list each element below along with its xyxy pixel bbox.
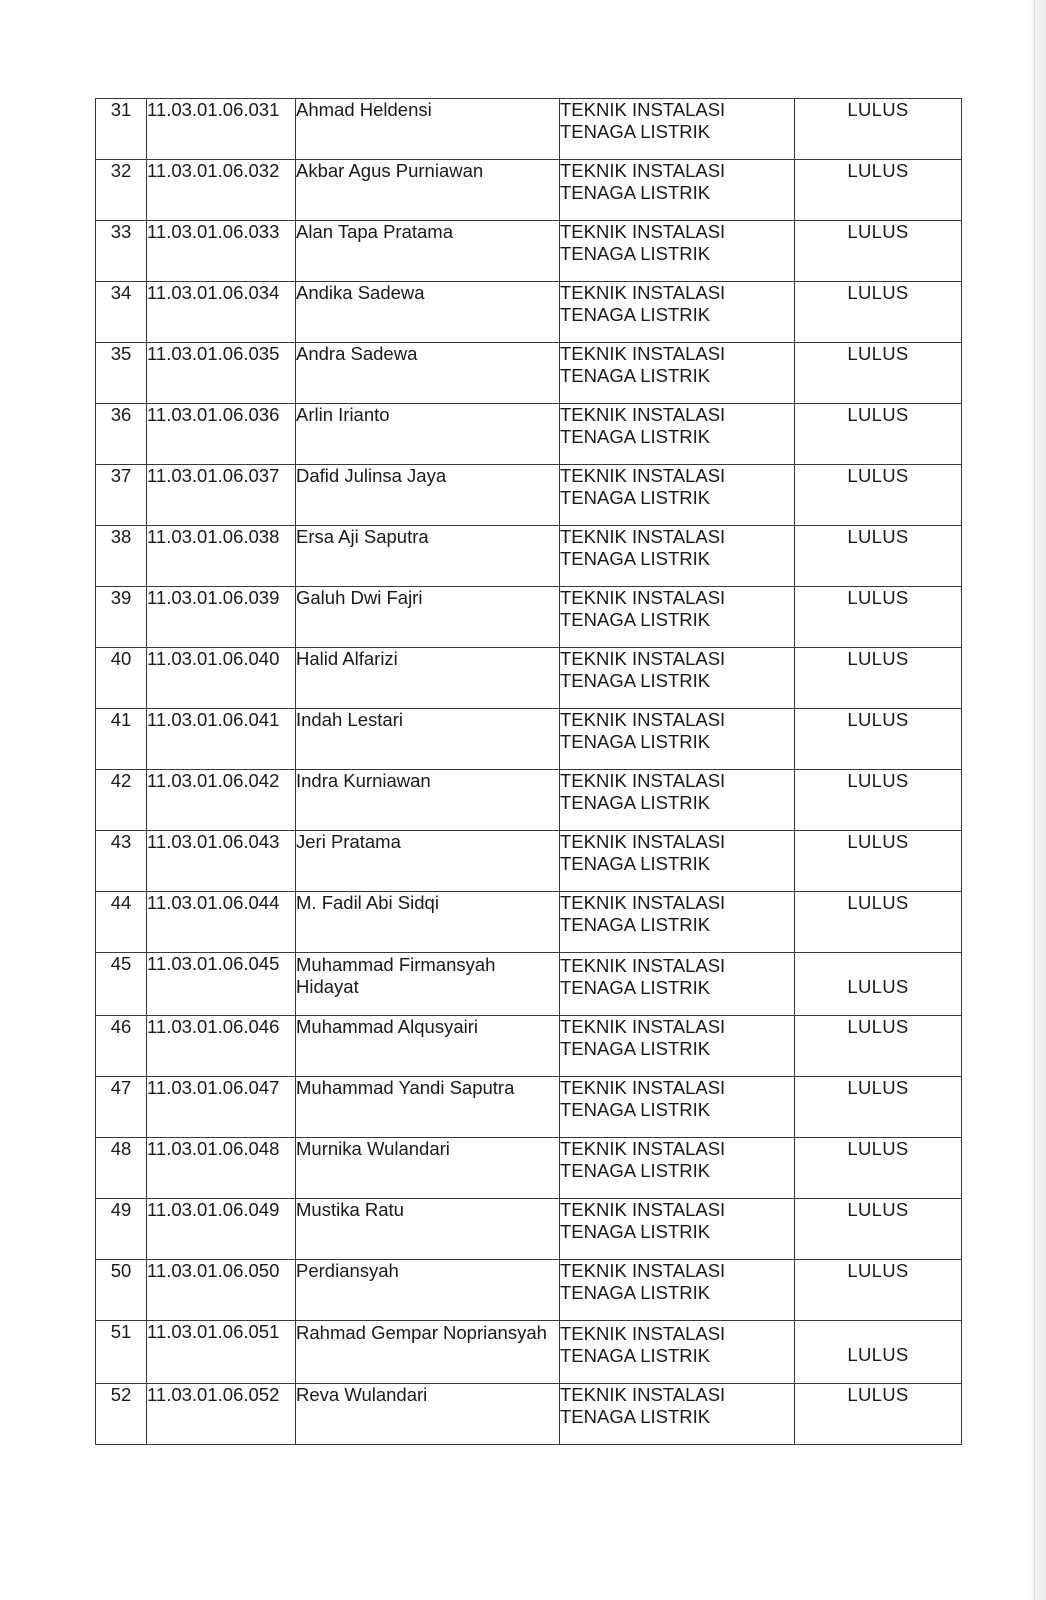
student-id-cell: 11.03.01.06.031 xyxy=(147,99,296,160)
student-name-cell: Arlin Irianto xyxy=(296,404,560,465)
program-cell xyxy=(560,1321,795,1384)
status-cell: LULUS xyxy=(795,99,962,160)
table-row xyxy=(96,404,962,465)
student-id-cell: 11.03.01.06.040 xyxy=(147,648,296,709)
program-cell xyxy=(560,587,795,648)
program-line-1: TEKNIK INSTALASI xyxy=(560,1138,726,1159)
program-line-2: TENAGA LISTRIK xyxy=(560,548,711,569)
program-line-2: TENAGA LISTRIK xyxy=(560,365,711,386)
status-cell: LULUS xyxy=(795,465,962,526)
status-cell: LULUS xyxy=(795,831,962,892)
status-cell: LULUS xyxy=(795,953,962,1016)
program-line-2: TENAGA LISTRIK xyxy=(560,731,711,752)
table-row xyxy=(96,99,962,160)
program-line-2: TENAGA LISTRIK xyxy=(560,1282,711,1303)
student-name-cell: Halid Alfarizi xyxy=(296,648,560,709)
program-cell xyxy=(560,404,795,465)
status-cell: LULUS xyxy=(795,160,962,221)
row-number-cell: 41 xyxy=(96,709,147,770)
row-number-cell: 43 xyxy=(96,831,147,892)
status-cell: LULUS xyxy=(795,587,962,648)
program-cell xyxy=(560,465,795,526)
student-id-cell: 11.03.01.06.039 xyxy=(147,587,296,648)
table-row xyxy=(96,770,962,831)
program-cell xyxy=(560,831,795,892)
status-cell: LULUS xyxy=(795,770,962,831)
program-line-2: TENAGA LISTRIK xyxy=(560,1221,711,1242)
table-row xyxy=(96,1260,962,1321)
program-line-2: TENAGA LISTRIK xyxy=(560,182,711,203)
table-row xyxy=(96,1199,962,1260)
student-id-cell: 11.03.01.06.032 xyxy=(147,160,296,221)
student-name-cell: M. Fadil Abi Sidqi xyxy=(296,892,560,953)
student-id-cell: 11.03.01.06.036 xyxy=(147,404,296,465)
student-id-cell: 11.03.01.06.033 xyxy=(147,221,296,282)
program-line-1: TEKNIK INSTALASI xyxy=(560,770,726,791)
program-line-2: TENAGA LISTRIK xyxy=(560,1160,711,1181)
program-line-1: TEKNIK INSTALASI xyxy=(560,1384,726,1405)
student-name-cell: Reva Wulandari xyxy=(296,1384,560,1445)
program-line-2: TENAGA LISTRIK xyxy=(560,304,711,325)
table-row xyxy=(96,282,962,343)
program-line-1: TEKNIK INSTALASI xyxy=(560,648,726,669)
student-name-cell: Akbar Agus Purniawan xyxy=(296,160,560,221)
status-cell: LULUS xyxy=(795,1384,962,1445)
student-name-cell: Rahmad Gempar Nopriansyah xyxy=(296,1321,560,1384)
program-cell xyxy=(560,770,795,831)
program-line-1: TEKNIK INSTALASI xyxy=(560,709,726,730)
row-number-cell: 36 xyxy=(96,404,147,465)
row-number-cell: 42 xyxy=(96,770,147,831)
program-line-2: TENAGA LISTRIK xyxy=(560,792,711,813)
row-number-cell: 39 xyxy=(96,587,147,648)
student-id-cell: 11.03.01.06.042 xyxy=(147,770,296,831)
student-name-cell: Indah Lestari xyxy=(296,709,560,770)
program-line-1: TEKNIK INSTALASI xyxy=(560,404,726,425)
table-row xyxy=(96,831,962,892)
student-name-cell: Dafid Julinsa Jaya xyxy=(296,465,560,526)
row-number-cell: 31 xyxy=(96,99,147,160)
program-cell xyxy=(560,1138,795,1199)
program-cell xyxy=(560,1384,795,1445)
graduation-table xyxy=(95,98,962,1445)
program-line-1: TEKNIK INSTALASI xyxy=(560,1016,726,1037)
student-name-cell: Indra Kurniawan xyxy=(296,770,560,831)
table-row xyxy=(96,160,962,221)
table-row xyxy=(96,526,962,587)
program-line-1: TEKNIK INSTALASI xyxy=(560,1323,726,1344)
program-cell xyxy=(560,1260,795,1321)
program-cell xyxy=(560,526,795,587)
program-line-2: TENAGA LISTRIK xyxy=(560,487,711,508)
row-number-cell: 49 xyxy=(96,1199,147,1260)
program-line-1: TEKNIK INSTALASI xyxy=(560,1260,726,1281)
program-line-2: TENAGA LISTRIK xyxy=(560,1406,711,1427)
student-id-cell: 11.03.01.06.045 xyxy=(147,953,296,1016)
student-id-cell: 11.03.01.06.049 xyxy=(147,1199,296,1260)
table-body xyxy=(96,99,962,1445)
program-cell xyxy=(560,1016,795,1077)
program-line-1: TEKNIK INSTALASI xyxy=(560,1077,726,1098)
student-id-cell: 11.03.01.06.048 xyxy=(147,1138,296,1199)
table-row xyxy=(96,1016,962,1077)
program-line-2: TENAGA LISTRIK xyxy=(560,1099,711,1120)
row-number-cell: 37 xyxy=(96,465,147,526)
table-row xyxy=(96,343,962,404)
program-cell xyxy=(560,892,795,953)
student-id-cell: 11.03.01.06.038 xyxy=(147,526,296,587)
table-row xyxy=(96,1321,962,1384)
row-number-cell: 51 xyxy=(96,1321,147,1384)
program-line-2: TENAGA LISTRIK xyxy=(560,121,711,142)
student-id-cell: 11.03.01.06.034 xyxy=(147,282,296,343)
table-row xyxy=(96,648,962,709)
program-cell xyxy=(560,709,795,770)
row-number-cell: 38 xyxy=(96,526,147,587)
row-number-cell: 34 xyxy=(96,282,147,343)
student-name-cell: Muhammad Alqusyairi xyxy=(296,1016,560,1077)
student-name-cell: Andra Sadewa xyxy=(296,343,560,404)
status-cell: LULUS xyxy=(795,709,962,770)
program-cell xyxy=(560,160,795,221)
program-line-2: TENAGA LISTRIK xyxy=(560,977,711,998)
program-line-1: TEKNIK INSTALASI xyxy=(560,1199,726,1220)
student-name-cell: Muhammad Yandi Saputra xyxy=(296,1077,560,1138)
student-name-cell: Mustika Ratu xyxy=(296,1199,560,1260)
program-line-1: TEKNIK INSTALASI xyxy=(560,526,726,547)
student-name-cell: Murnika Wulandari xyxy=(296,1138,560,1199)
program-line-1: TEKNIK INSTALASI xyxy=(560,955,726,976)
status-cell: LULUS xyxy=(795,1077,962,1138)
status-cell: LULUS xyxy=(795,648,962,709)
row-number-cell: 46 xyxy=(96,1016,147,1077)
program-line-2: TENAGA LISTRIK xyxy=(560,426,711,447)
student-id-cell: 11.03.01.06.035 xyxy=(147,343,296,404)
student-name-cell: Andika Sadewa xyxy=(296,282,560,343)
row-number-cell: 32 xyxy=(96,160,147,221)
student-id-cell: 11.03.01.06.043 xyxy=(147,831,296,892)
table-row xyxy=(96,709,962,770)
program-cell xyxy=(560,343,795,404)
table-row xyxy=(96,221,962,282)
program-line-1: TEKNIK INSTALASI xyxy=(560,160,726,181)
program-cell xyxy=(560,99,795,160)
row-number-cell: 44 xyxy=(96,892,147,953)
student-id-cell: 11.03.01.06.051 xyxy=(147,1321,296,1384)
student-id-cell: 11.03.01.06.047 xyxy=(147,1077,296,1138)
program-line-2: TENAGA LISTRIK xyxy=(560,243,711,264)
status-cell: LULUS xyxy=(795,1260,962,1321)
program-line-1: TEKNIK INSTALASI xyxy=(560,221,726,242)
student-name-cell: Galuh Dwi Fajri xyxy=(296,587,560,648)
program-cell xyxy=(560,648,795,709)
student-name-cell: Muhammad Firmansyah Hidayat xyxy=(296,953,560,1016)
program-cell xyxy=(560,953,795,1016)
status-cell: LULUS xyxy=(795,282,962,343)
student-name-cell: Ahmad Heldensi xyxy=(296,99,560,160)
program-line-2: TENAGA LISTRIK xyxy=(560,853,711,874)
student-id-cell: 11.03.01.06.050 xyxy=(147,1260,296,1321)
status-cell: LULUS xyxy=(795,343,962,404)
row-number-cell: 35 xyxy=(96,343,147,404)
student-name-cell: Perdiansyah xyxy=(296,1260,560,1321)
program-line-2: TENAGA LISTRIK xyxy=(560,609,711,630)
status-cell: LULUS xyxy=(795,892,962,953)
status-cell: LULUS xyxy=(795,221,962,282)
program-line-2: TENAGA LISTRIK xyxy=(560,1345,711,1366)
status-cell: LULUS xyxy=(795,526,962,587)
student-id-cell: 11.03.01.06.044 xyxy=(147,892,296,953)
table-row xyxy=(96,1138,962,1199)
program-cell xyxy=(560,1077,795,1138)
table-row xyxy=(96,1077,962,1138)
program-line-1: TEKNIK INSTALASI xyxy=(560,587,726,608)
program-line-1: TEKNIK INSTALASI xyxy=(560,99,726,120)
program-line-2: TENAGA LISTRIK xyxy=(560,1038,711,1059)
table-row xyxy=(96,1384,962,1445)
table-row xyxy=(96,953,962,1016)
program-line-2: TENAGA LISTRIK xyxy=(560,670,711,691)
student-name-cell: Ersa Aji Saputra xyxy=(296,526,560,587)
program-line-2: TENAGA LISTRIK xyxy=(560,914,711,935)
status-cell: LULUS xyxy=(795,404,962,465)
student-name-cell: Alan Tapa Pratama xyxy=(296,221,560,282)
status-cell: LULUS xyxy=(795,1138,962,1199)
student-id-cell: 11.03.01.06.037 xyxy=(147,465,296,526)
row-number-cell: 45 xyxy=(96,953,147,1016)
status-cell: LULUS xyxy=(795,1016,962,1077)
row-number-cell: 50 xyxy=(96,1260,147,1321)
student-name-cell: Jeri Pratama xyxy=(296,831,560,892)
scanned-page-edge xyxy=(1026,0,1046,1600)
row-number-cell: 48 xyxy=(96,1138,147,1199)
program-line-1: TEKNIK INSTALASI xyxy=(560,343,726,364)
program-line-1: TEKNIK INSTALASI xyxy=(560,465,726,486)
program-line-1: TEKNIK INSTALASI xyxy=(560,282,726,303)
row-number-cell: 47 xyxy=(96,1077,147,1138)
row-number-cell: 52 xyxy=(96,1384,147,1445)
table-row xyxy=(96,892,962,953)
status-cell: LULUS xyxy=(795,1321,962,1384)
status-cell: LULUS xyxy=(795,1199,962,1260)
table-row xyxy=(96,465,962,526)
program-cell xyxy=(560,282,795,343)
row-number-cell: 33 xyxy=(96,221,147,282)
row-number-cell: 40 xyxy=(96,648,147,709)
program-cell xyxy=(560,1199,795,1260)
student-id-cell: 11.03.01.06.041 xyxy=(147,709,296,770)
program-line-1: TEKNIK INSTALASI xyxy=(560,892,726,913)
table-row xyxy=(96,587,962,648)
program-cell xyxy=(560,221,795,282)
program-line-1: TEKNIK INSTALASI xyxy=(560,831,726,852)
student-id-cell: 11.03.01.06.046 xyxy=(147,1016,296,1077)
student-id-cell: 11.03.01.06.052 xyxy=(147,1384,296,1445)
